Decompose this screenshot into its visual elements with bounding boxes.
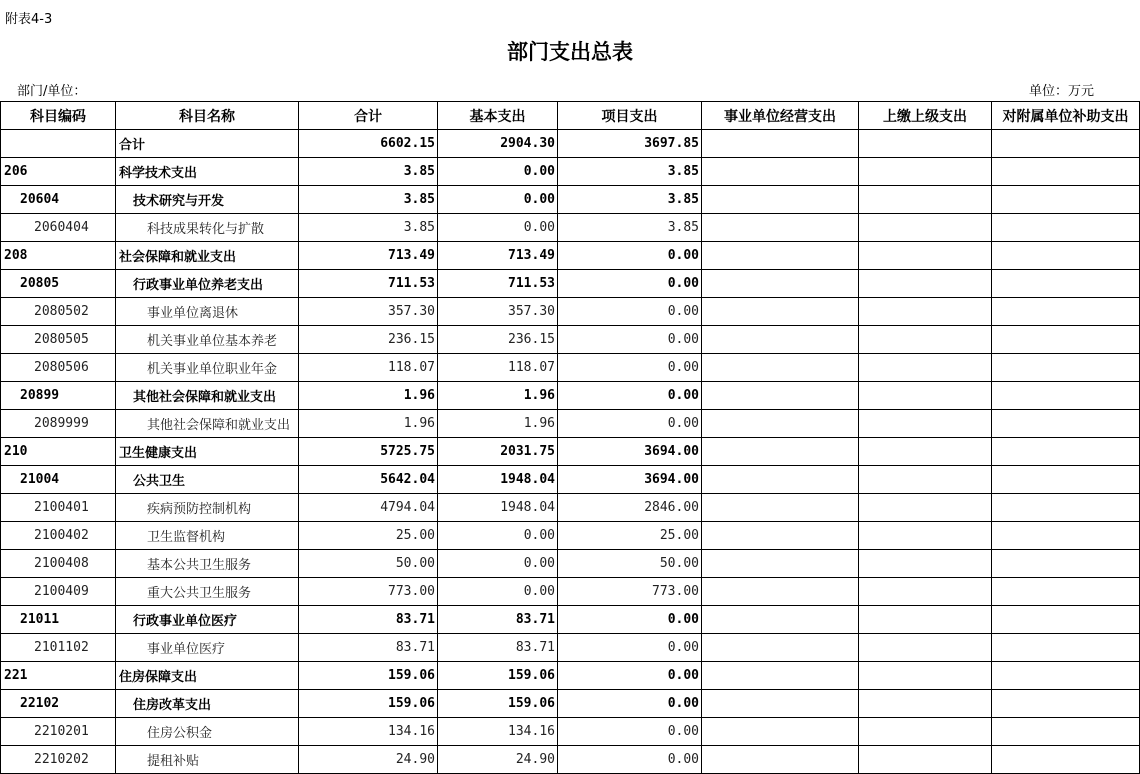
cell-code: 2210202 xyxy=(1,746,116,774)
table-row xyxy=(1,606,1140,634)
column-header-project: 项目支出 xyxy=(558,102,702,130)
page-title: 部门支出总表 xyxy=(507,39,633,64)
header-row xyxy=(1,102,1140,130)
cell-basic: 0.00 xyxy=(438,550,558,578)
cell-project: 3.85 xyxy=(558,214,702,242)
table-row xyxy=(1,214,1140,242)
cell-basic: 0.00 xyxy=(438,522,558,550)
cell-total: 159.06 xyxy=(299,690,438,718)
cell-basic: 236.15 xyxy=(438,326,558,354)
cell-name: 机关事业单位职业年金 xyxy=(116,354,299,382)
table-row xyxy=(1,746,1140,774)
cell-upper xyxy=(859,718,992,746)
cell-basic: 711.53 xyxy=(438,270,558,298)
cell-business xyxy=(702,382,859,410)
cell-project: 3694.00 xyxy=(558,438,702,466)
cell-name: 基本公共卫生服务 xyxy=(116,550,299,578)
cell-business xyxy=(702,214,859,242)
cell-total: 713.49 xyxy=(299,242,438,270)
cell-total: 5725.75 xyxy=(299,438,438,466)
cell-upper xyxy=(859,214,992,242)
cell-basic: 0.00 xyxy=(438,578,558,606)
cell-name: 技术研究与开发 xyxy=(116,186,299,214)
cell-business xyxy=(702,438,859,466)
cell-name: 其他社会保障和就业支出 xyxy=(116,410,299,438)
cell-total: 24.90 xyxy=(299,746,438,774)
cell-project: 3694.00 xyxy=(558,466,702,494)
cell-upper xyxy=(859,130,992,158)
cell-name: 行政事业单位医疗 xyxy=(116,606,299,634)
cell-project: 3.85 xyxy=(558,158,702,186)
table-row xyxy=(1,270,1140,298)
cell-basic: 159.06 xyxy=(438,690,558,718)
cell-business xyxy=(702,186,859,214)
table-row xyxy=(1,466,1140,494)
cell-business xyxy=(702,634,859,662)
cell-subsidy xyxy=(992,550,1140,578)
cell-upper xyxy=(859,158,992,186)
cell-total: 3.85 xyxy=(299,158,438,186)
cell-upper xyxy=(859,494,992,522)
table-row xyxy=(1,354,1140,382)
cell-upper xyxy=(859,578,992,606)
cell-total: 3.85 xyxy=(299,186,438,214)
cell-basic: 1948.04 xyxy=(438,466,558,494)
cell-code: 20805 xyxy=(1,270,116,298)
cell-name: 住房公积金 xyxy=(116,718,299,746)
cell-name: 公共卫生 xyxy=(116,466,299,494)
cell-code: 2080506 xyxy=(1,354,116,382)
cell-total: 134.16 xyxy=(299,718,438,746)
cell-name: 事业单位医疗 xyxy=(116,634,299,662)
cell-total: 4794.04 xyxy=(299,494,438,522)
cell-code: 206 xyxy=(1,158,116,186)
cell-project: 0.00 xyxy=(558,382,702,410)
cell-subsidy xyxy=(992,746,1140,774)
cell-project: 0.00 xyxy=(558,606,702,634)
cell-upper xyxy=(859,354,992,382)
cell-business xyxy=(702,606,859,634)
table-row xyxy=(1,690,1140,718)
table-row xyxy=(1,298,1140,326)
cell-project: 0.00 xyxy=(558,354,702,382)
annex-label: 附表4-3 xyxy=(5,12,53,27)
cell-code: 20899 xyxy=(1,382,116,410)
cell-project: 0.00 xyxy=(558,242,702,270)
cell-code: 2100402 xyxy=(1,522,116,550)
cell-business xyxy=(702,410,859,438)
cell-code: 21011 xyxy=(1,606,116,634)
cell-upper xyxy=(859,410,992,438)
cell-basic: 1.96 xyxy=(438,410,558,438)
cell-subsidy xyxy=(992,662,1140,690)
cell-business xyxy=(702,130,859,158)
cell-subsidy xyxy=(992,214,1140,242)
cell-basic: 118.07 xyxy=(438,354,558,382)
column-header-subsidy: 对附属单位补助支出 xyxy=(992,102,1140,130)
cell-upper xyxy=(859,438,992,466)
cell-subsidy xyxy=(992,578,1140,606)
cell-business xyxy=(702,494,859,522)
cell-subsidy xyxy=(992,410,1140,438)
cell-code: 20604 xyxy=(1,186,116,214)
cell-business xyxy=(702,158,859,186)
cell-code: 2100401 xyxy=(1,494,116,522)
cell-subsidy xyxy=(992,270,1140,298)
cell-code: 2060404 xyxy=(1,214,116,242)
cell-business xyxy=(702,690,859,718)
cell-subsidy xyxy=(992,522,1140,550)
table-row xyxy=(1,718,1140,746)
cell-basic: 357.30 xyxy=(438,298,558,326)
cell-basic: 134.16 xyxy=(438,718,558,746)
cell-project: 0.00 xyxy=(558,410,702,438)
cell-project: 3.85 xyxy=(558,186,702,214)
cell-code: 2100408 xyxy=(1,550,116,578)
cell-basic: 83.71 xyxy=(438,634,558,662)
cell-subsidy xyxy=(992,438,1140,466)
cell-name: 疾病预防控制机构 xyxy=(116,494,299,522)
cell-name: 卫生健康支出 xyxy=(116,438,299,466)
cell-name: 行政事业单位养老支出 xyxy=(116,270,299,298)
cell-total: 711.53 xyxy=(299,270,438,298)
cell-project: 2846.00 xyxy=(558,494,702,522)
cell-name: 住房改革支出 xyxy=(116,690,299,718)
cell-business xyxy=(702,354,859,382)
cell-total: 50.00 xyxy=(299,550,438,578)
cell-upper xyxy=(859,242,992,270)
cell-code: 22102 xyxy=(1,690,116,718)
cell-code: 2100409 xyxy=(1,578,116,606)
cell-upper xyxy=(859,522,992,550)
cell-business xyxy=(702,578,859,606)
cell-subsidy xyxy=(992,158,1140,186)
cell-basic: 0.00 xyxy=(438,214,558,242)
cell-total: 83.71 xyxy=(299,606,438,634)
cell-project: 0.00 xyxy=(558,662,702,690)
cell-name: 科技成果转化与扩散 xyxy=(116,214,299,242)
cell-subsidy xyxy=(992,354,1140,382)
cell-project: 0.00 xyxy=(558,690,702,718)
cell-basic: 159.06 xyxy=(438,662,558,690)
cell-business xyxy=(702,242,859,270)
cell-code: 2089999 xyxy=(1,410,116,438)
table-row xyxy=(1,494,1140,522)
cell-basic: 2031.75 xyxy=(438,438,558,466)
table-row xyxy=(1,186,1140,214)
table-row xyxy=(1,634,1140,662)
cell-project: 0.00 xyxy=(558,718,702,746)
cell-subsidy xyxy=(992,186,1140,214)
column-header-total: 合计 xyxy=(299,102,438,130)
table-row xyxy=(1,662,1140,690)
cell-basic: 0.00 xyxy=(438,186,558,214)
table-row xyxy=(1,326,1140,354)
cell-code xyxy=(1,130,116,158)
cell-total: 25.00 xyxy=(299,522,438,550)
dept-label: 部门/单位： xyxy=(17,84,87,99)
cell-total: 773.00 xyxy=(299,578,438,606)
cell-total: 159.06 xyxy=(299,662,438,690)
unit-label: 单位：万元 xyxy=(1029,84,1095,99)
cell-project: 0.00 xyxy=(558,298,702,326)
cell-upper xyxy=(859,270,992,298)
cell-code: 2101102 xyxy=(1,634,116,662)
cell-project: 25.00 xyxy=(558,522,702,550)
table-row xyxy=(1,382,1140,410)
cell-business xyxy=(702,298,859,326)
cell-project: 773.00 xyxy=(558,578,702,606)
cell-total: 3.85 xyxy=(299,214,438,242)
cell-name: 卫生监督机构 xyxy=(116,522,299,550)
cell-total: 236.15 xyxy=(299,326,438,354)
cell-business xyxy=(702,466,859,494)
cell-code: 2080505 xyxy=(1,326,116,354)
column-header-code: 科目编码 xyxy=(1,102,116,130)
cell-project: 0.00 xyxy=(558,270,702,298)
table-body xyxy=(1,130,1140,774)
cell-name: 事业单位离退休 xyxy=(116,298,299,326)
cell-basic: 1.96 xyxy=(438,382,558,410)
cell-business xyxy=(702,522,859,550)
cell-project: 50.00 xyxy=(558,550,702,578)
table-row xyxy=(1,410,1140,438)
cell-basic: 0.00 xyxy=(438,158,558,186)
cell-name: 机关事业单位基本养老 xyxy=(116,326,299,354)
cell-code: 208 xyxy=(1,242,116,270)
cell-name: 社会保障和就业支出 xyxy=(116,242,299,270)
cell-upper xyxy=(859,606,992,634)
table-row xyxy=(1,522,1140,550)
cell-business xyxy=(702,270,859,298)
column-header-business: 事业单位经营支出 xyxy=(702,102,859,130)
cell-subsidy xyxy=(992,242,1140,270)
cell-upper xyxy=(859,746,992,774)
cell-upper xyxy=(859,550,992,578)
cell-name: 提租补贴 xyxy=(116,746,299,774)
cell-subsidy xyxy=(992,690,1140,718)
cell-total: 357.30 xyxy=(299,298,438,326)
table-row xyxy=(1,158,1140,186)
cell-upper xyxy=(859,326,992,354)
cell-upper xyxy=(859,466,992,494)
cell-business xyxy=(702,662,859,690)
cell-business xyxy=(702,746,859,774)
cell-subsidy xyxy=(992,494,1140,522)
cell-upper xyxy=(859,690,992,718)
cell-subsidy xyxy=(992,326,1140,354)
cell-code: 210 xyxy=(1,438,116,466)
cell-basic: 713.49 xyxy=(438,242,558,270)
cell-code: 221 xyxy=(1,662,116,690)
table-row xyxy=(1,242,1140,270)
cell-basic: 24.90 xyxy=(438,746,558,774)
cell-name: 合计 xyxy=(116,130,299,158)
cell-business xyxy=(702,326,859,354)
cell-basic: 83.71 xyxy=(438,606,558,634)
cell-total: 1.96 xyxy=(299,410,438,438)
cell-name: 重大公共卫生服务 xyxy=(116,578,299,606)
cell-upper xyxy=(859,634,992,662)
cell-code: 2210201 xyxy=(1,718,116,746)
cell-project: 0.00 xyxy=(558,746,702,774)
column-header-name: 科目名称 xyxy=(116,102,299,130)
cell-total: 83.71 xyxy=(299,634,438,662)
cell-business xyxy=(702,718,859,746)
cell-upper xyxy=(859,298,992,326)
cell-total: 6602.15 xyxy=(299,130,438,158)
cell-upper xyxy=(859,186,992,214)
cell-subsidy xyxy=(992,606,1140,634)
cell-total: 1.96 xyxy=(299,382,438,410)
column-header-upper: 上缴上级支出 xyxy=(859,102,992,130)
cell-total: 5642.04 xyxy=(299,466,438,494)
cell-project: 0.00 xyxy=(558,326,702,354)
cell-subsidy xyxy=(992,130,1140,158)
expenditure-table xyxy=(0,101,1140,774)
cell-name: 科学技术支出 xyxy=(116,158,299,186)
cell-code: 2080502 xyxy=(1,298,116,326)
cell-subsidy xyxy=(992,634,1140,662)
cell-subsidy xyxy=(992,382,1140,410)
cell-total: 118.07 xyxy=(299,354,438,382)
table-row xyxy=(1,438,1140,466)
cell-basic: 1948.04 xyxy=(438,494,558,522)
column-header-basic: 基本支出 xyxy=(438,102,558,130)
cell-project: 0.00 xyxy=(558,634,702,662)
cell-code: 21004 xyxy=(1,466,116,494)
cell-basic: 2904.30 xyxy=(438,130,558,158)
table-row xyxy=(1,550,1140,578)
table-row xyxy=(1,130,1140,158)
cell-name: 其他社会保障和就业支出 xyxy=(116,382,299,410)
cell-subsidy xyxy=(992,298,1140,326)
cell-name: 住房保障支出 xyxy=(116,662,299,690)
cell-subsidy xyxy=(992,718,1140,746)
cell-subsidy xyxy=(992,466,1140,494)
cell-upper xyxy=(859,382,992,410)
cell-project: 3697.85 xyxy=(558,130,702,158)
cell-upper xyxy=(859,662,992,690)
cell-business xyxy=(702,550,859,578)
table-row xyxy=(1,578,1140,606)
